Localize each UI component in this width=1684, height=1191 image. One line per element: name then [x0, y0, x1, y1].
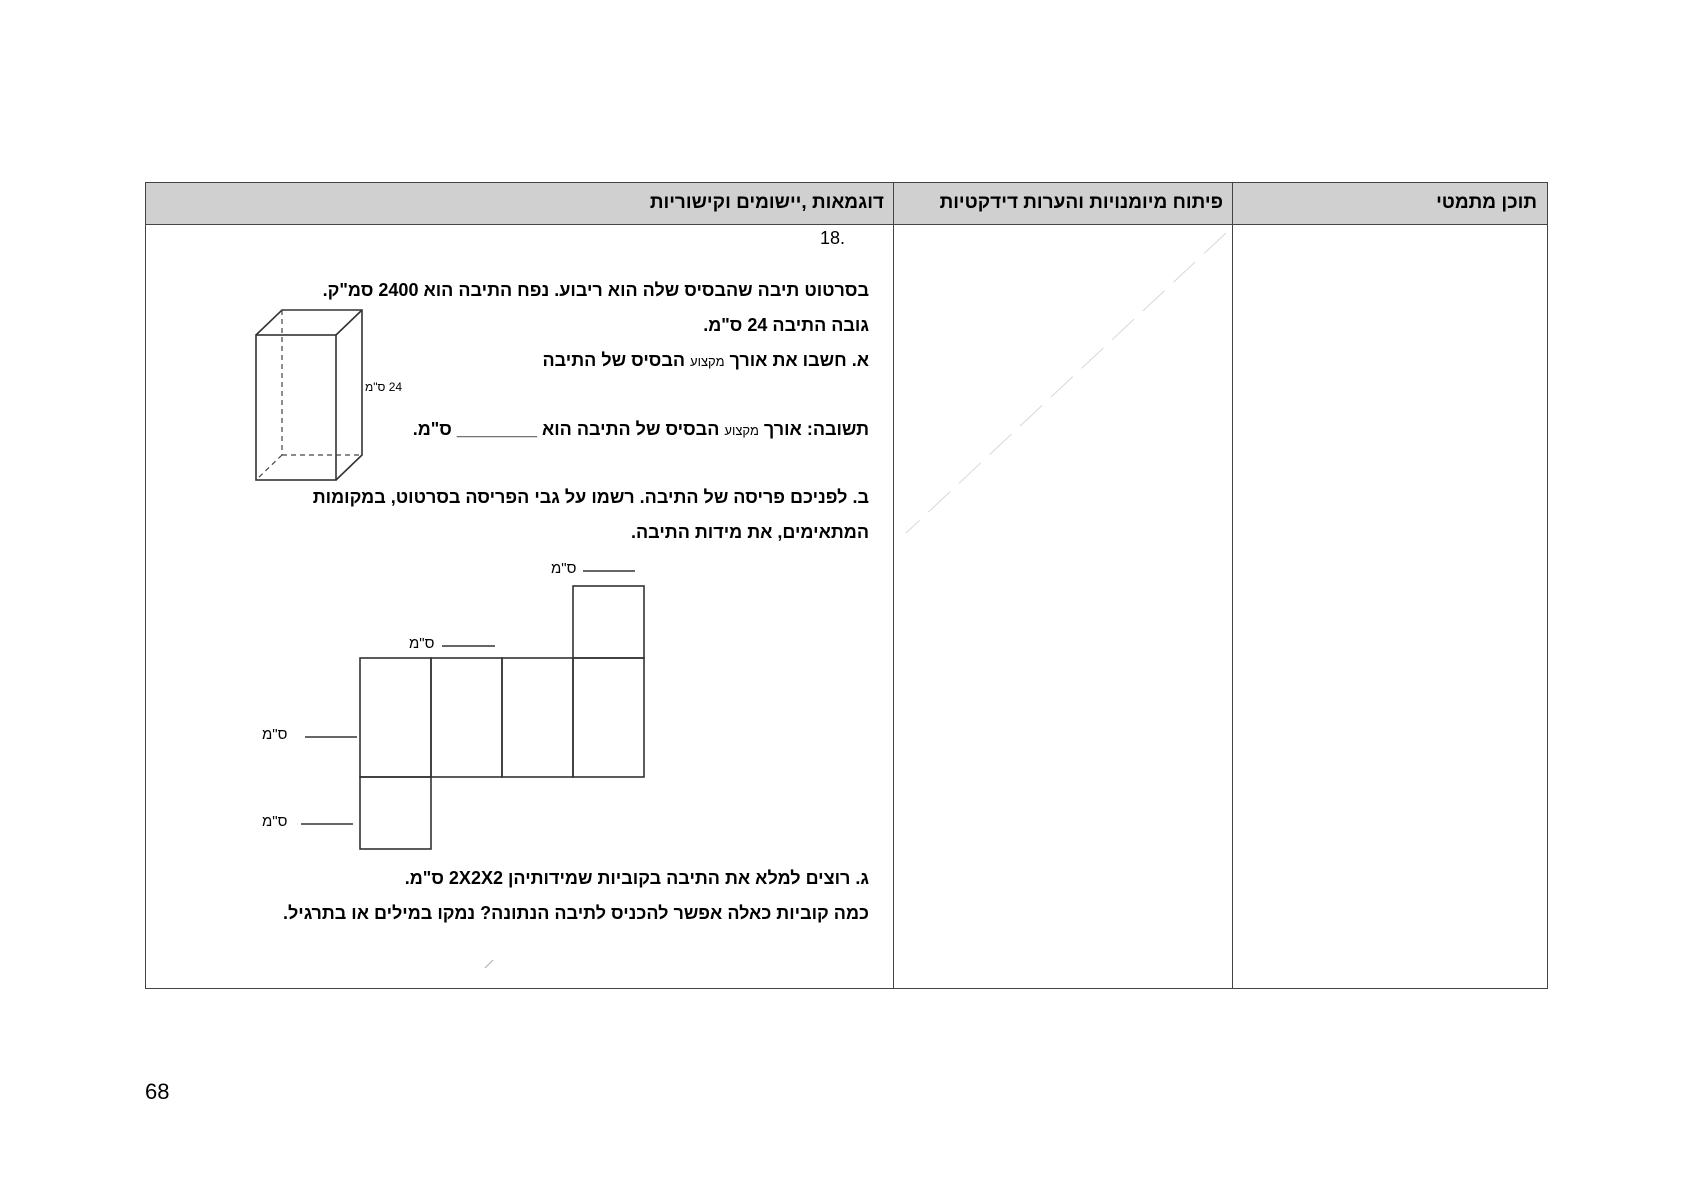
- box-net-diagram: [255, 560, 655, 850]
- header-examples: דוגמאות ,יישומים וקישוריות: [146, 183, 894, 225]
- box-diagram: [248, 305, 368, 485]
- part-a-text-end: הבסיס של התיבה: [542, 350, 686, 370]
- exercise-number: 18.: [820, 228, 846, 248]
- part-a-small-text: מקצוע: [690, 354, 725, 369]
- header-math-content: תוכן מתמטי: [1233, 183, 1547, 225]
- net-label-left-upper: ס"מ: [262, 726, 288, 743]
- exercise-part-b-line1: ב. לפניכם פריסה של התיבה. רשמו על גבי הפריסה בסרטוט, במקומות: [312, 487, 869, 507]
- exercise-part-b-line2: המתאימים, את מידות התיבה.: [631, 522, 869, 542]
- exercise-part-c-line1: ג. רוצים למלא את התיבה בקוביות שמידותיהן 2X2X2 ס"מ.: [404, 868, 869, 888]
- page-number: 68: [145, 1079, 170, 1104]
- exercise-part-a: [542, 350, 869, 371]
- exercise-answer-line: [413, 419, 869, 440]
- answer-text: תשובה: אורך: [763, 419, 869, 439]
- exercise-intro-line2: גובה התיבה 24 ס"מ.: [703, 315, 869, 335]
- answer-small-text: מקצוע: [724, 423, 759, 438]
- net-label-middle: ס"מ: [409, 635, 435, 652]
- box-height-label: 24 ס"מ: [365, 380, 403, 394]
- scan-artifact: [483, 958, 495, 970]
- header-skills: פיתוח מיומנויות והערות דידקטיות: [894, 183, 1233, 225]
- part-a-text: א. חשבו את אורך: [729, 350, 869, 370]
- answer-text-end: הבסיס של התיבה הוא ________ ס"מ.: [412, 419, 720, 439]
- net-label-left-lower: ס"מ: [262, 813, 288, 830]
- column-divider: [1232, 183, 1233, 988]
- scan-artifact: [896, 228, 1232, 548]
- net-label-top: ס"מ: [551, 560, 577, 577]
- exercise-part-c-line2: כמה קוביות כאלה אפשר להכניס לתיבה הנתונה? נמקו במילים או בתרגיל.: [283, 903, 869, 923]
- exercise-intro-line1: בסרטוט תיבה שהבסיס שלה הוא ריבוע. נפח התיבה הוא 2400 סמ"ק.: [322, 280, 869, 300]
- column-divider: [893, 183, 894, 988]
